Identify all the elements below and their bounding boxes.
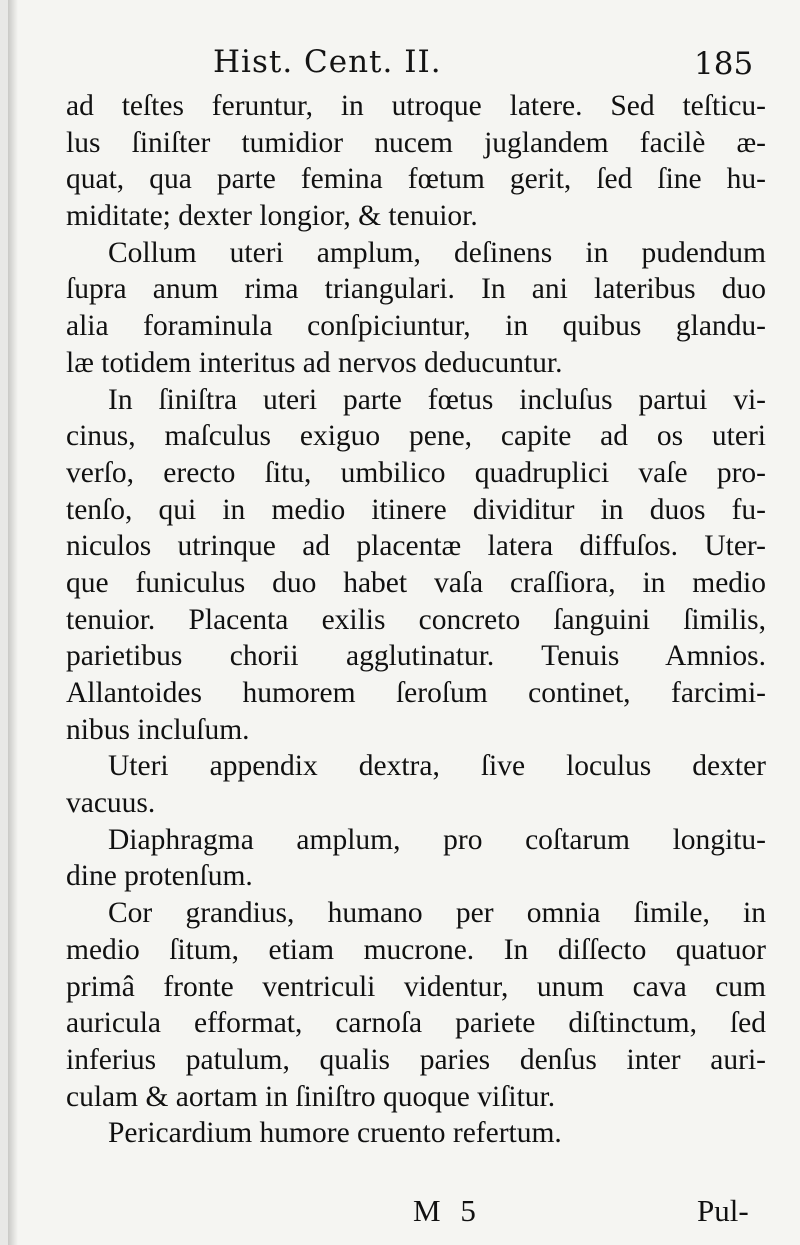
text-line: Allantoides humorem ſeroſum continet, farcimi- bbox=[66, 677, 766, 709]
paragraph-start-line: Collum uteri amplum, deſinens in pudendum bbox=[108, 236, 766, 269]
text-line: læ totidem interitus ad nervos deducuntur. bbox=[66, 346, 563, 379]
page-gutter-shadow bbox=[8, 0, 18, 1245]
text-line: lus ſiniſter tumidior nucem juglandem facilè æ- bbox=[66, 126, 766, 159]
text-line: miditate; dexter longior, & tenuior. bbox=[66, 200, 478, 233]
catchword: Pul- bbox=[697, 1193, 749, 1228]
text-line: vacuus. bbox=[66, 787, 156, 820]
text-line: que funiculus duo habet vaſa craſſiora, in medio bbox=[66, 566, 766, 599]
text-line: ſupra anum rima triangulari. In ani lateribus duo bbox=[66, 273, 766, 306]
text-line: culam & aortam in ſiniſtro quoque viſitur. bbox=[66, 1080, 556, 1113]
text-line: primâ fronte ventriculi videntur, unum cava cum bbox=[66, 970, 766, 1003]
text-line: medio ſitum, etiam mucrone. In diſſecto quatuor bbox=[66, 933, 766, 966]
page-number: 185 bbox=[694, 46, 754, 82]
text-line: niculos utrinque ad placentæ latera diffuſos. Uter- bbox=[66, 530, 766, 563]
text-line: inferius patulum, qualis paries denſus inter auri- bbox=[66, 1043, 766, 1076]
text-line: auricula efformat, carnoſa pariete diſtinctum, ſed bbox=[66, 1007, 766, 1040]
paragraph-start-line: In ſiniſtra uteri parte fœtus incluſus partui vi- bbox=[108, 383, 766, 416]
running-title: Hist. Cent. II. bbox=[213, 44, 442, 80]
page-footer bbox=[8, 1193, 800, 1233]
body-text bbox=[66, 88, 766, 1152]
page-header bbox=[8, 44, 800, 88]
paragraph-start-line: Cor grandius, humano per omnia ſimile, in bbox=[108, 897, 766, 930]
signature-mark: M 5 bbox=[413, 1193, 482, 1228]
book-page bbox=[8, 0, 800, 1245]
paragraph-start-line: Diaphragma amplum, pro coſtarum longitu- bbox=[108, 823, 766, 856]
text-line: dine protenſum. bbox=[66, 860, 253, 893]
text-line: nibus incluſum. bbox=[66, 713, 250, 746]
text-line: tenſo, qui in medio itinere dividitur in duos fu- bbox=[66, 493, 766, 526]
text-line: alia foraminula conſpiciuntur, in quibus glandu- bbox=[66, 310, 766, 343]
text-line: parietibus chorii agglutinatur. Tenuis Amnios. bbox=[66, 640, 766, 673]
paragraph-start-line: Pericardium humore cruento refertum. bbox=[108, 1117, 562, 1150]
text-line: verſo, erecto ſitu, umbilico quadruplici vaſe pro- bbox=[66, 456, 766, 489]
text-line: cinus, maſculus exiguo pene, capite ad os uteri bbox=[66, 420, 766, 453]
text-line: quat, qua parte femina fœtum gerit, ſed ſine hu- bbox=[66, 163, 766, 196]
text-line: tenuior. Placenta exilis concreto ſanguini ſimilis, bbox=[66, 603, 766, 636]
text-line: ad teſtes feruntur, in utroque latere. Sed teſticu- bbox=[66, 90, 766, 122]
paragraph-start-line: Uteri appendix dextra, ſive loculus dexter bbox=[108, 750, 766, 783]
